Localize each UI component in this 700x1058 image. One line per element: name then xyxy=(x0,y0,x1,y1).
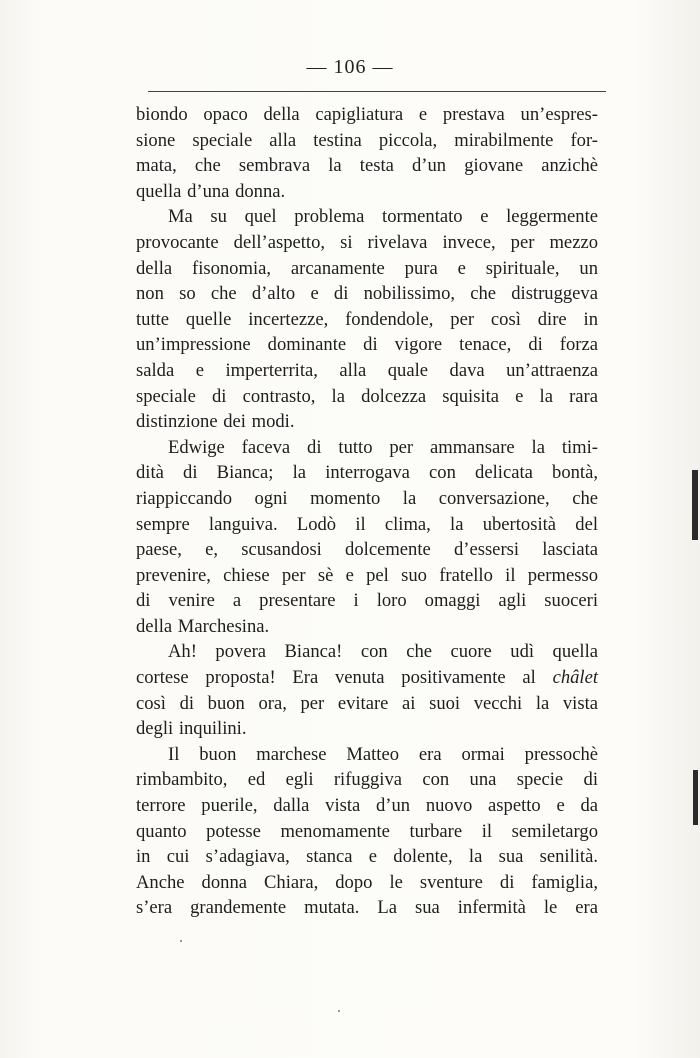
text-line: sempre languiva. Lodò il clima, la ubertosità del xyxy=(136,513,598,535)
text-line: Ma su quel problema tormentato e leggermente xyxy=(168,206,598,228)
text-line: s’era grandemente mutata. La sua infermità le era xyxy=(136,897,598,919)
text-line: biondo opaco della capigliatura e prestava un’espres- xyxy=(136,104,598,125)
scan-edge-mark xyxy=(693,770,698,825)
text-line: rimbambito, ed egli rifuggiva con una specie di xyxy=(136,769,598,791)
text-line: Ah! povera Bianca! con che cuore udì quella xyxy=(168,641,598,663)
text-line: sione speciale alla testina piccola, mirabilmente for- xyxy=(136,129,598,151)
text-line: in cui s’adagiava, stanca e dolente, la sua senilità. xyxy=(136,846,598,868)
text-line: salda e imperterrita, alla quale dava un’attraenza xyxy=(136,359,598,381)
paragraph-1 xyxy=(136,102,598,204)
text-line: riappiccando ogni momento la conversazione, che xyxy=(136,487,598,509)
scan-speck xyxy=(338,1010,340,1012)
text-line: paese, e, scusandosi dolcemente d’essersi lasciata xyxy=(136,539,598,561)
text-line: Anche donna Chiara, dopo le sventure di famiglia, xyxy=(136,871,598,893)
paragraph-5 xyxy=(136,742,598,921)
text-line: tutte quelle incertezze, fondendole, per così dire in xyxy=(136,308,598,330)
text-line: Il buon marchese Matteo era ormai pressochè xyxy=(168,743,598,765)
paragraph-3 xyxy=(136,435,598,640)
page-number: — 106 — xyxy=(306,56,394,78)
text-line: quella d’una donna. xyxy=(136,180,286,202)
text-line: provocante dell’aspetto, si rivelava invece, per mezzo xyxy=(136,231,598,253)
text-line: distinzione dei modi. xyxy=(136,411,295,433)
text-line: cortese proposta! Era venuta positivamente al châlet xyxy=(136,667,598,689)
italic-word: châlet xyxy=(552,667,598,689)
text-line: speciale di contrasto, la dolcezza squisita e la rara xyxy=(136,385,598,407)
text-line: di venire a presentare i loro omaggi agli suoceri xyxy=(136,590,598,612)
text-line: non so che d’alto e di nobilissimo, che distruggeva xyxy=(136,283,598,305)
text-line: mata, che sembrava la testa d’un giovane anzichè xyxy=(136,155,598,177)
page-body xyxy=(136,102,598,921)
text-line: un’impressione dominante di vigore tenace, di forza xyxy=(136,334,598,356)
text-line: della fisonomia, arcanamente pura e spirituale, un xyxy=(136,257,598,279)
text-line: dità di Bianca; la interrogava con delicata bontà, xyxy=(136,462,598,484)
paragraph-2 xyxy=(136,204,598,434)
paragraph-4 xyxy=(136,639,598,741)
text-line: degli inquilini. xyxy=(136,718,247,740)
text-line: terrore puerile, dalla vista d’un nuovo aspetto e da xyxy=(136,795,598,817)
scan-speck xyxy=(180,940,182,942)
text-line: prevenire, chiese per sè e pel suo fratello il permesso xyxy=(136,564,598,586)
text-line: quanto potesse menomamente turbare il semiletargo xyxy=(136,820,598,842)
text-line: della Marchesina. xyxy=(136,615,270,637)
header-rule xyxy=(148,91,606,92)
text-line: Edwige faceva di tutto per ammansare la timi- xyxy=(168,436,598,458)
scan-edge-mark xyxy=(692,470,698,540)
text-line: così di buon ora, per evitare ai suoi vecchi la vista xyxy=(136,692,598,714)
